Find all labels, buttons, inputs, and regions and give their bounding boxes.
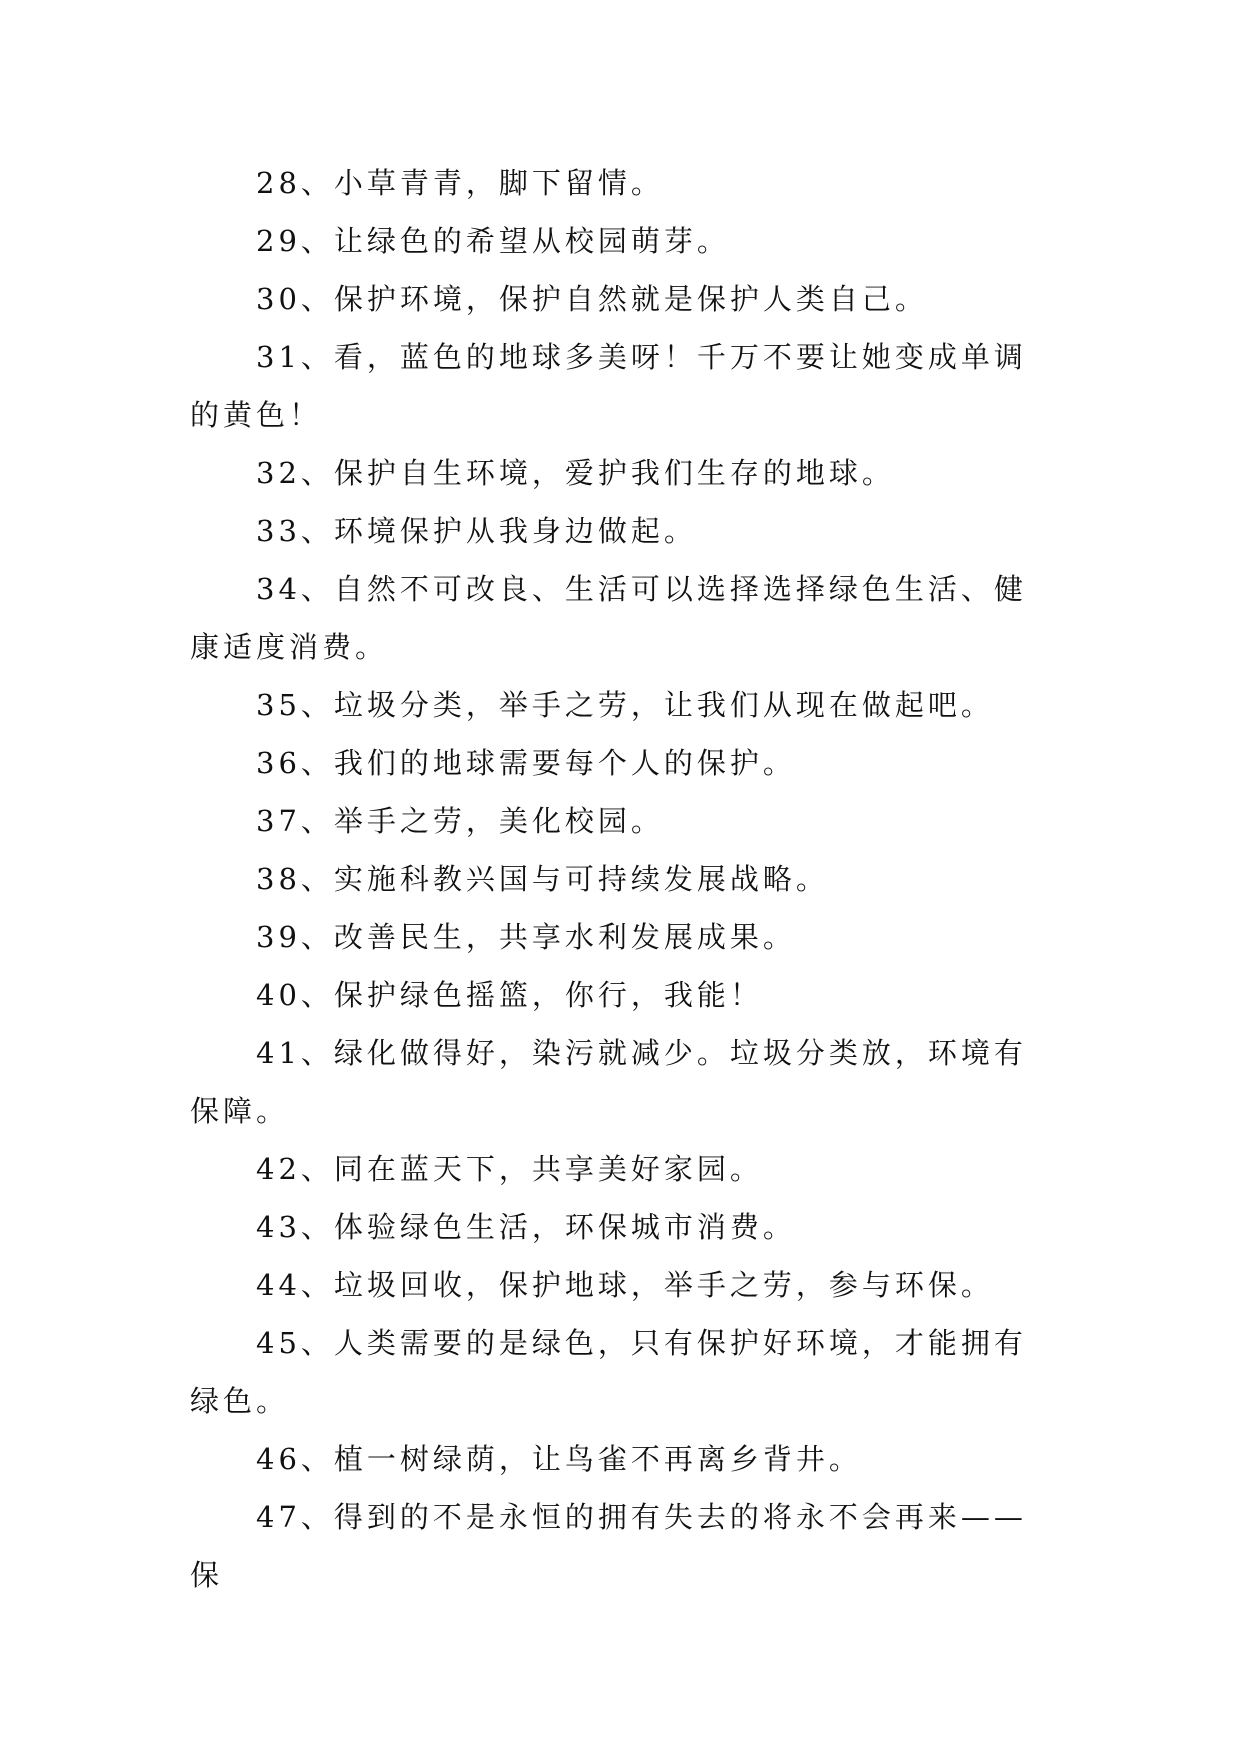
list-item: 47、得到的不是永恒的拥有失去的将永不会再来——保	[190, 1500, 1027, 1592]
list-item: 33、环境保护从我身边做起。	[256, 514, 697, 548]
list-item: 34、自然不可改良、生活可以选择选择绿色生活、健康适度消费。	[190, 572, 1027, 664]
list-item: 29、让绿色的希望从校园萌芽。	[256, 224, 730, 258]
list-item: 30、保护环境，保护自然就是保护人类自己。	[256, 282, 928, 316]
list-item: 38、实施科教兴国与可持续发展战略。	[256, 862, 829, 896]
list-item: 37、举手之劳，美化校园。	[256, 804, 664, 838]
list-item: 44、垃圾回收，保护地球，举手之劳，参与环保。	[256, 1268, 994, 1302]
document-body	[190, 154, 1050, 1604]
list-item: 36、我们的地球需要每个人的保护。	[256, 746, 796, 780]
list-item: 43、体验绿色生活，环保城市消费。	[256, 1210, 796, 1244]
list-item: 40、保护绿色摇篮，你行，我能！	[256, 978, 763, 1012]
list-item: 28、小草青青，脚下留情。	[256, 166, 664, 200]
list-item: 46、植一树绿荫，让鸟雀不再离乡背井。	[256, 1442, 862, 1476]
list-item: 31、看，蓝色的地球多美呀！千万不要让她变成单调的黄色！	[190, 340, 1027, 432]
list-item: 41、绿化做得好，染污就减少。垃圾分类放，环境有保障。	[190, 1036, 1027, 1128]
list-item: 39、改善民生，共享水利发展成果。	[256, 920, 796, 954]
list-item: 42、同在蓝天下，共享美好家园。	[256, 1152, 763, 1186]
list-item: 45、人类需要的是绿色，只有保护好环境，才能拥有绿色。	[190, 1326, 1027, 1418]
list-item: 32、保护自生环境，爱护我们生存的地球。	[256, 456, 895, 490]
list-item: 35、垃圾分类，举手之劳，让我们从现在做起吧。	[256, 688, 994, 722]
